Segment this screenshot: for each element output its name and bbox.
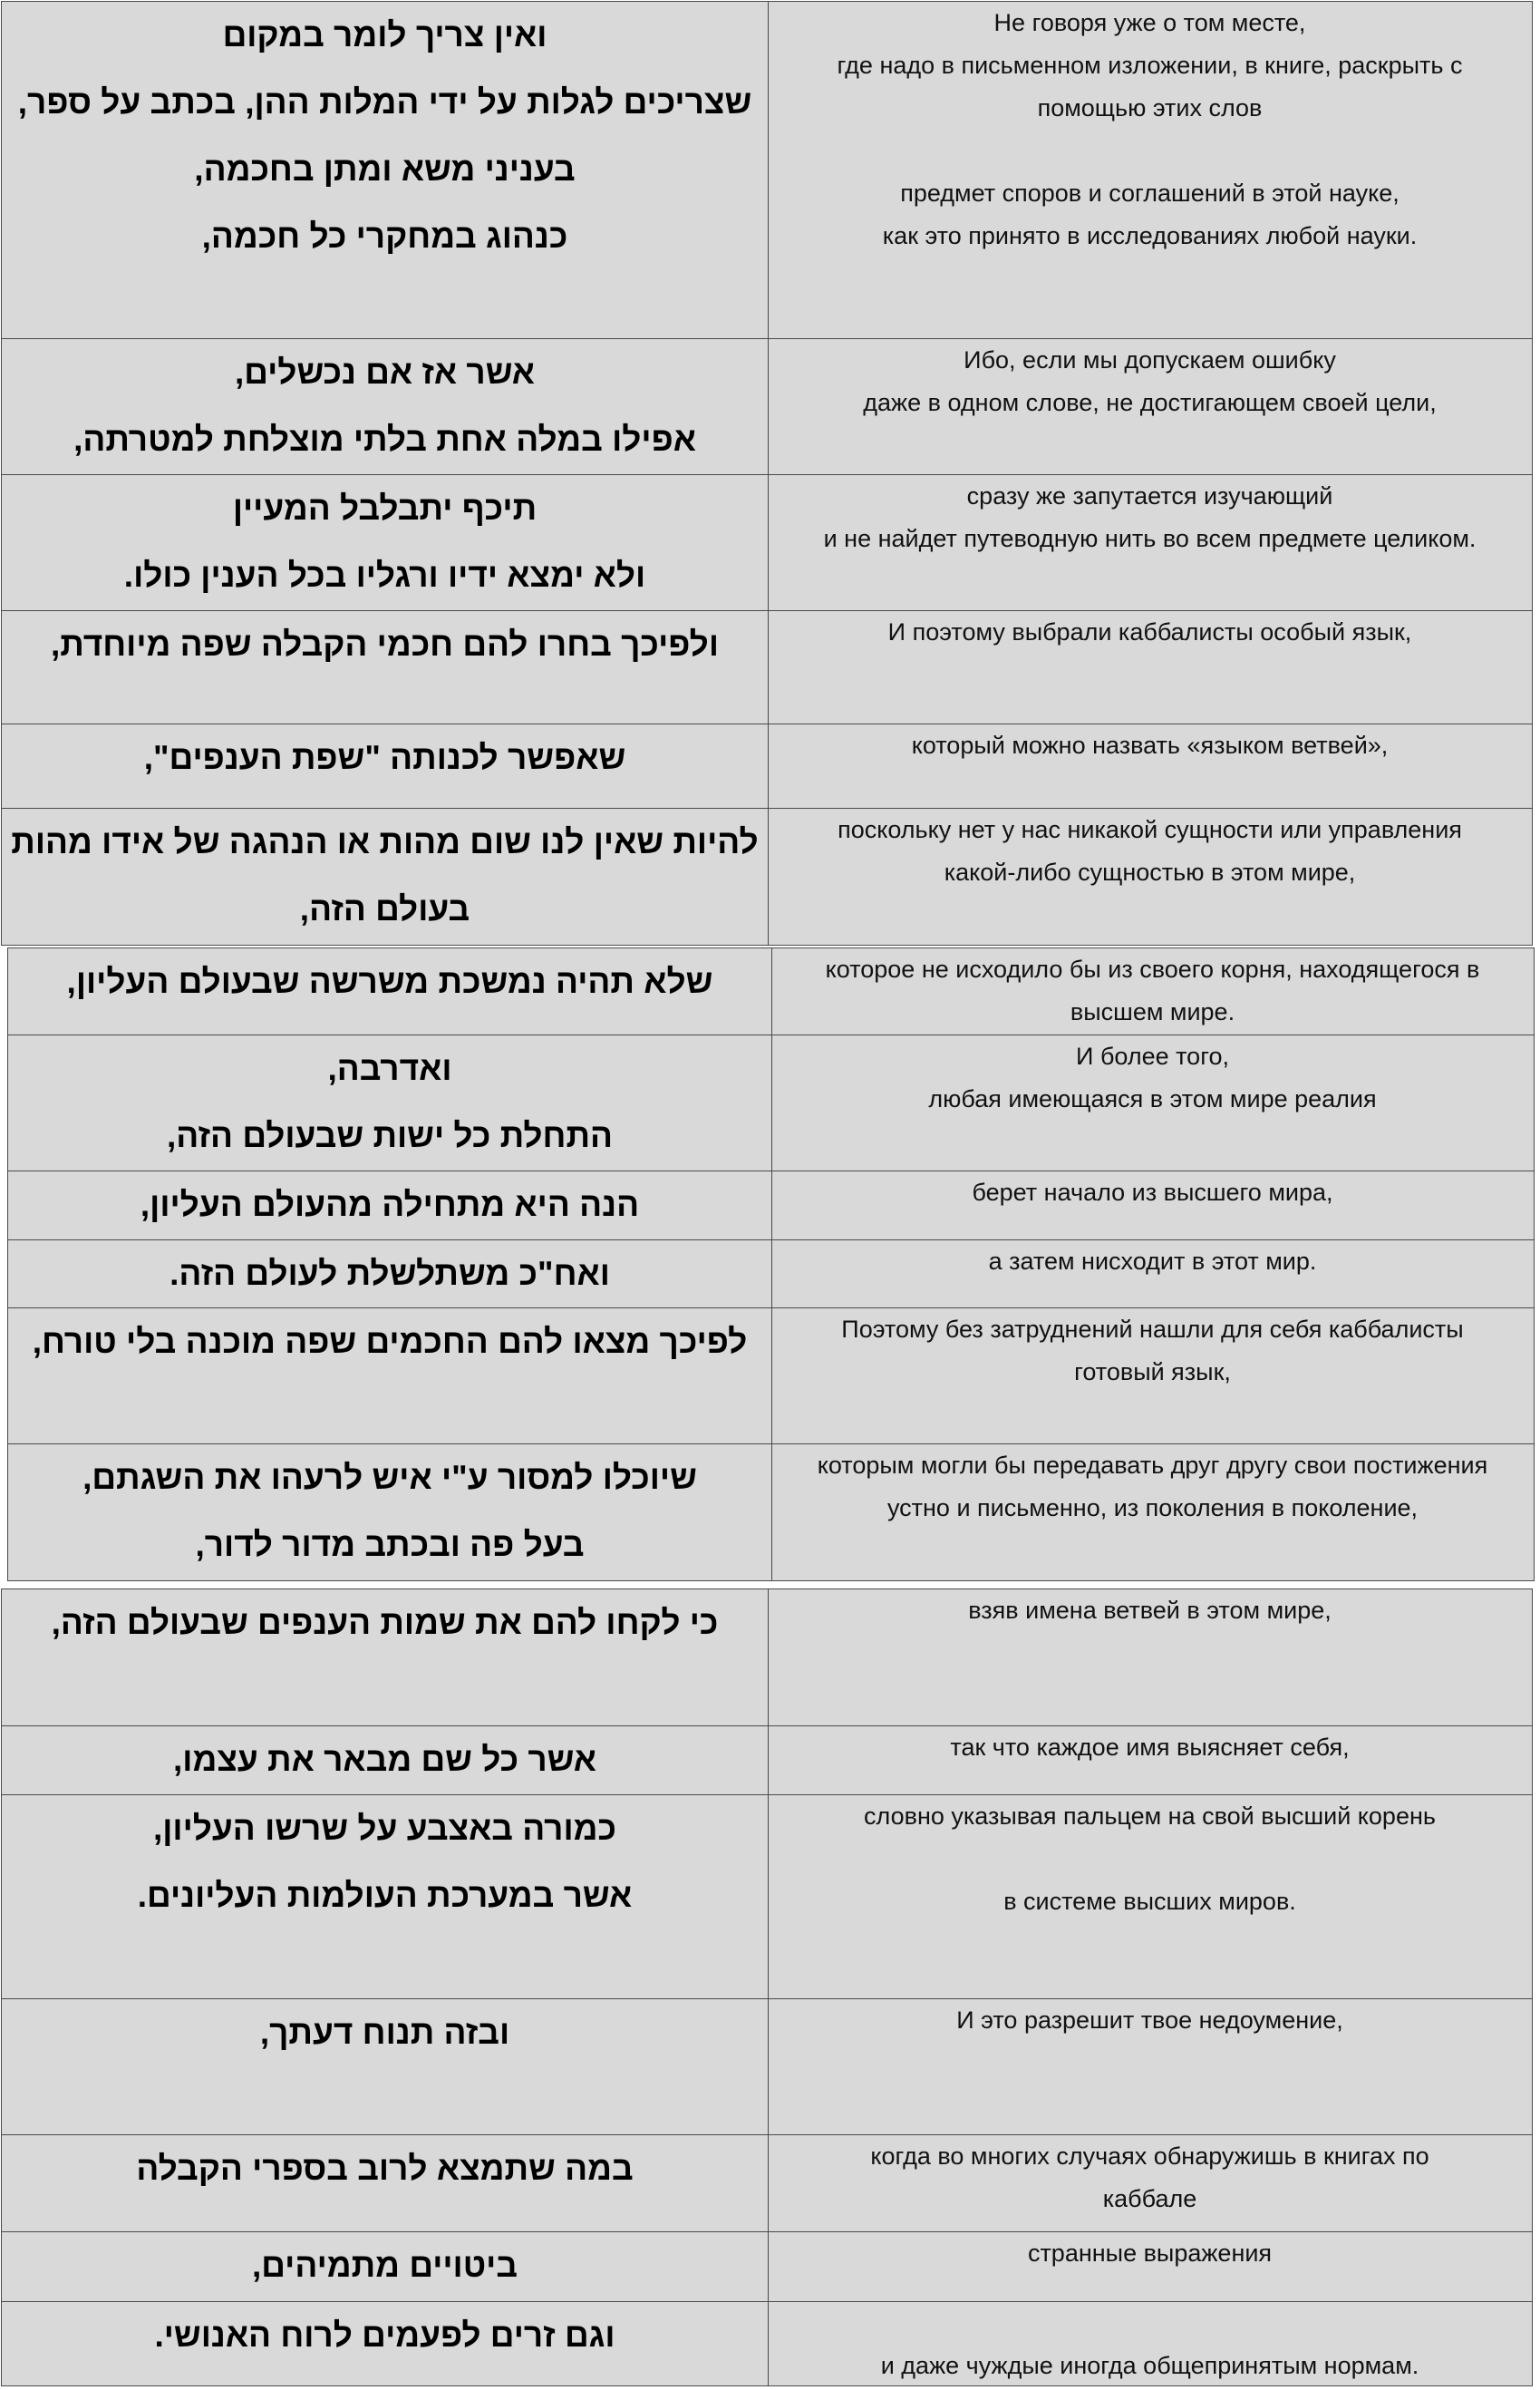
russian-line: и не найдет путеводную нить во всем предмете целиком. <box>823 525 1477 552</box>
russian-line <box>775 2302 1525 2345</box>
hebrew-cell <box>2 339 768 474</box>
hebrew-line: התחלת כל ישות שבעולם הזה, <box>166 1117 614 1154</box>
russian-line: которым могли бы передавать друг другу свои постижения <box>817 1452 1488 1479</box>
russian-line: странные выражения <box>1027 2239 1273 2267</box>
table-row <box>2 1589 1532 1726</box>
russian-cell <box>771 1308 1534 1443</box>
hebrew-line: אפילו במלה אחת בלתי מוצלחת למטרתה, <box>73 421 696 458</box>
table-row <box>2 2 1532 339</box>
hebrew-cell <box>8 1444 771 1580</box>
russian-line: когда во многих случаях обнаружишь в книгах по <box>870 2142 1429 2170</box>
russian-line: как это принято в исследованиях любой науки. <box>882 222 1418 249</box>
hebrew-line: אשר אז אם נכשלים, <box>234 354 536 391</box>
hebrew-line: להיות שאין לנו שום מהות או הנהגה של אידו מהות בעולם הזה, <box>11 823 759 928</box>
translation-table <box>1 1588 1533 2386</box>
russian-line: И более того, <box>1076 1043 1229 1070</box>
russian-line: каббале <box>1102 2185 1197 2212</box>
russian-cell <box>768 809 1532 945</box>
hebrew-line: ביטויים מתמיהים, <box>251 2247 518 2284</box>
russian-cell <box>768 611 1532 724</box>
table-row <box>2 2302 1532 2385</box>
hebrew-cell <box>2 809 768 945</box>
russian-cell <box>771 1240 1534 1307</box>
hebrew-cell <box>2 611 768 724</box>
table-row <box>2 475 1532 611</box>
hebrew-line: ואין צריך לומר במקום <box>222 16 547 53</box>
table-row <box>2 339 1532 475</box>
hebrew-line: כמורה באצבע על שרשו העליון, <box>152 1810 616 1847</box>
russian-cell <box>768 724 1532 808</box>
russian-cell <box>768 1589 1532 1725</box>
russian-line: Не говоря уже о том месте, <box>993 9 1306 36</box>
russian-cell <box>768 2302 1532 2385</box>
russian-line: поскольку нет у нас никакой сущности или управления <box>838 816 1462 843</box>
hebrew-line: כי לקחו להם את שמות הענפים שבעולם הזה, <box>51 1604 719 1641</box>
russian-line: любая имеющаяся в этом мире реалия <box>928 1085 1377 1112</box>
hebrew-cell <box>2 724 768 808</box>
russian-line: И это разрешит твое недоумение, <box>956 2006 1343 2034</box>
hebrew-line: ואח"כ משתלשלת לעולם הזה. <box>169 1255 610 1292</box>
russian-line: предмет споров и соглашений в этой науке, <box>900 180 1400 207</box>
russian-cell <box>768 1795 1532 1998</box>
russian-line: а затем нисходит в этот мир. <box>988 1248 1317 1275</box>
hebrew-cell <box>2 2 768 338</box>
russian-line: который можно назвать «языком ветвей», <box>911 732 1389 759</box>
russian-line: Поэтому без затруднений нашли для себя каббалисты <box>841 1316 1464 1343</box>
hebrew-cell <box>8 948 771 1035</box>
hebrew-cell <box>2 1726 768 1794</box>
hebrew-line: שצריכים לגלות על ידי המלות ההן, בכתב על ספר, <box>17 83 752 121</box>
russian-line: так что каждое имя выясняет себя, <box>950 1734 1350 1761</box>
hebrew-line: בעל פה ובכתב מדור לדור, <box>195 1526 585 1563</box>
russian-cell <box>768 1726 1532 1794</box>
hebrew-line: ולא ימצא ידיו ורגליו בכל הענין כולו. <box>123 557 646 594</box>
russian-line <box>775 1838 1525 1880</box>
hebrew-line: שאפשר לכנותה "שפת הענפים", <box>143 739 626 776</box>
hebrew-line: כנהוג במחקרי כל חכמה, <box>201 218 568 255</box>
russian-line: какой-либо сущностью в этом мире, <box>944 859 1356 886</box>
russian-cell <box>768 339 1532 474</box>
hebrew-line: ואדרבה, <box>327 1050 452 1087</box>
table-row <box>2 1726 1532 1795</box>
hebrew-line: שלא תהיה נמשכת משרשה שבעולם העליון, <box>66 963 713 1000</box>
hebrew-cell <box>8 1308 771 1443</box>
table-row <box>2 2232 1532 2302</box>
russian-line: высшем мире. <box>1070 998 1235 1025</box>
table-row <box>2 1795 1532 1999</box>
russian-line: где надо в письменном изложении, в книге, раскрыть с <box>837 52 1463 79</box>
column-divider <box>771 948 772 1580</box>
hebrew-line: ולפיכך בחרו להם חכמי הקבלה שפה מיוחדת, <box>51 626 719 663</box>
table-row <box>2 611 1532 724</box>
russian-line: И поэтому выбрали каббалисты особый язык, <box>887 618 1412 646</box>
russian-cell <box>768 2 1532 338</box>
translation-table <box>7 947 1535 1581</box>
russian-line: Ибо, если мы допускаем ошибку <box>964 346 1336 374</box>
hebrew-line: בעניני משא ומתן בחכמה, <box>194 151 576 188</box>
hebrew-line: שיוכלו למסור ע"י איש לרעהו את השגתם, <box>82 1459 697 1496</box>
russian-cell <box>771 1035 1534 1171</box>
hebrew-cell <box>2 2135 768 2231</box>
russian-line <box>775 130 1525 172</box>
translation-table <box>1 1 1533 946</box>
hebrew-line: במה שתמצא לרוב בספרי הקבלה <box>136 2150 634 2187</box>
table-row <box>2 809 1532 945</box>
column-divider <box>768 1589 769 2385</box>
hebrew-cell <box>2 2232 768 2301</box>
table-row <box>2 2135 1532 2232</box>
hebrew-cell <box>2 1999 768 2134</box>
russian-line: готовый язык, <box>1074 1358 1231 1385</box>
hebrew-line: וגם זרים לפעמים לרוח האנושי. <box>154 2317 615 2354</box>
russian-line: сразу же запутается изучающий <box>966 482 1333 510</box>
russian-line: помощью этих слов <box>1037 94 1263 121</box>
russian-line: в системе высших миров. <box>1003 1888 1296 1915</box>
hebrew-line: הנה היא מתחילה מהעולם העליון, <box>140 1186 640 1223</box>
russian-cell <box>771 1444 1534 1580</box>
russian-cell <box>768 1999 1532 2134</box>
hebrew-line: תיכף יתבלבל המעיין <box>232 490 538 527</box>
column-divider <box>768 2 769 945</box>
russian-line: взяв имена ветвей в этом мире, <box>968 1597 1332 1624</box>
russian-cell <box>768 2232 1532 2301</box>
hebrew-line: אשר כל שם מבאר את עצמו, <box>173 1741 596 1778</box>
hebrew-cell <box>2 2302 768 2385</box>
russian-line: берет начало из высшего мира, <box>972 1179 1333 1206</box>
russian-line: устно и письменно, из поколения в поколение, <box>886 1494 1419 1521</box>
russian-line: которое не исходило бы из своего корня, находящегося в <box>825 956 1480 983</box>
russian-line: словно указывая пальцем на свой высший корень <box>864 1802 1436 1830</box>
hebrew-cell <box>8 1035 771 1171</box>
hebrew-line: לפיכך מצאו להם החכמים שפה מוכנה בלי טורח, <box>32 1323 748 1360</box>
hebrew-cell <box>2 1589 768 1725</box>
hebrew-cell <box>8 1240 771 1307</box>
hebrew-line: אשר במערכת העולמות העליונים. <box>137 1877 633 1914</box>
hebrew-line: ובזה תנוח דעתך, <box>259 2014 510 2051</box>
russian-cell <box>771 948 1534 1035</box>
hebrew-cell <box>2 1795 768 1998</box>
table-row <box>2 724 1532 809</box>
russian-cell <box>771 1171 1534 1239</box>
hebrew-cell <box>8 1171 771 1239</box>
russian-line: даже в одном слове, не достигающем своей цели, <box>863 389 1437 416</box>
hebrew-cell <box>2 475 768 610</box>
table-row <box>2 1999 1532 2135</box>
russian-line: и даже чуждые иногда общепринятым нормам. <box>880 2352 1419 2379</box>
russian-cell <box>768 475 1532 610</box>
russian-cell <box>768 2135 1532 2231</box>
